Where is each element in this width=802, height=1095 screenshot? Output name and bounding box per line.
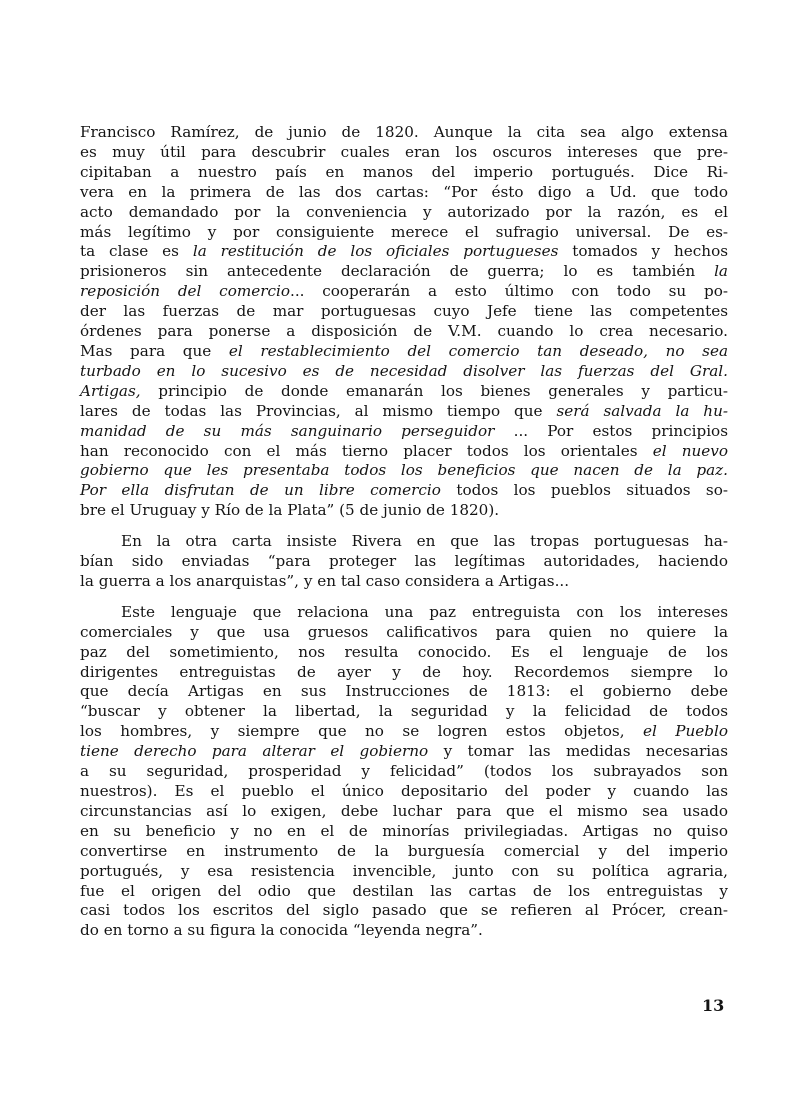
text-run: es muy útil para descubrir cuales eran los oscuros intereses que pre-: [80, 142, 728, 161]
text-run: circunstancias así lo exigen, debe luchar para que el mismo sea usado: [80, 801, 728, 820]
text-run: “buscar y obtener la libertad, la seguridad y la felicidad de todos: [80, 702, 728, 721]
text-line: [80, 822, 728, 842]
text-line: [80, 901, 728, 921]
text-run: der las fuerzas de mar portuguesas cuyo Jefe tiene las competentes: [80, 302, 728, 321]
text-line: [80, 442, 728, 462]
text-line: [80, 682, 728, 702]
italic-text: el nuevo: [652, 441, 728, 460]
text-run: a su seguridad, prosperidad y felicidad” (todos los subrayados son: [80, 762, 728, 781]
page-body: [80, 123, 728, 941]
text-run: bre el Uruguay y Río de la Plata” (5 de junio de 1820).: [80, 501, 500, 520]
text-run: prisioneros sin antecedente declaración de guerra; lo es también: [80, 262, 715, 281]
text-run: dirigentes entreguistas de ayer y de hoy. Recordemos siempre lo: [80, 662, 728, 681]
paragraph-3: [80, 603, 728, 941]
italic-text: gobierno que les presentaba todos los beneficios que nacen de la paz.: [80, 461, 728, 480]
italic-text: tiene derecho para alterar el gobierno: [80, 742, 429, 761]
text-run: lares de todas las Provincias, al mismo tiempo que: [80, 401, 557, 420]
text-line: [80, 223, 728, 243]
text-line: [80, 802, 728, 822]
italic-text: será salvada la hu-: [556, 401, 728, 420]
text-line: [80, 552, 728, 572]
text-line: [80, 842, 728, 862]
text-run: fue el origen del odio que destilan las cartas de los entreguistas y: [80, 881, 728, 900]
text-run: paz del sometimiento, nos resulta conocido. Es el lenguaje de los: [80, 642, 728, 661]
text-line: [80, 342, 728, 362]
italic-text: turbado en lo sucesivo es de necesidad disolver las fuerzas del Gral.: [80, 361, 728, 380]
text-line: [80, 643, 728, 663]
text-run: casi todos los escritos del siglo pasado que se refieren al Prócer, crean-: [80, 901, 728, 920]
text-line: [80, 461, 728, 481]
text-line: [80, 402, 728, 422]
text-run: convertirse en instrumento de la burguesía comercial y del imperio: [80, 841, 728, 860]
italic-text: manidad de su más sanguinario perseguidor: [80, 421, 495, 440]
text-line: [80, 382, 728, 402]
text-line: [80, 742, 728, 762]
text-run: Francisco Ramírez, de junio de 1820. Aunque la cita sea algo extensa: [80, 123, 728, 141]
text-line: [80, 481, 728, 501]
text-line: [80, 422, 728, 442]
text-line: [80, 203, 728, 223]
text-run: cipitaban a nuestro país en manos del imperio portugués. Dice Ri-: [80, 162, 728, 181]
text-line: [80, 362, 728, 382]
text-line: [80, 702, 728, 722]
text-run: Este lenguaje que relaciona una paz entreguista con los intereses: [121, 602, 728, 621]
text-run: ... cooperarán a esto último con todo su po-: [290, 282, 728, 301]
text-run: acto demandado por la conveniencia y autorizado por la razón, es el: [80, 202, 728, 221]
text-run: bían sido enviadas “para proteger las legítimas autoridades, haciendo: [80, 552, 728, 571]
italic-text: Por ella disfrutan de un libre comercio: [80, 481, 441, 500]
italic-text: la: [714, 262, 728, 281]
text-run: más legítimo y por consiguiente merece el sufragio universal. De es-: [80, 222, 728, 241]
text-run: órdenes para ponerse a disposición de V.M. cuando lo crea necesario.: [80, 322, 728, 341]
text-line: [80, 722, 728, 742]
text-line: [80, 183, 728, 203]
text-line: [80, 501, 728, 521]
text-run: En la otra carta insiste Rivera en que las tropas portuguesas ha-: [121, 532, 728, 551]
text-run: vera en la primera de las dos cartas: “Por ésto digo a Ud. que todo: [80, 182, 728, 201]
text-run: en su beneficio y no en el de minorías privilegiadas. Artigas no quiso: [80, 821, 728, 840]
text-run: principio de donde emanarán los bienes generales y particu-: [140, 381, 728, 400]
text-line: [80, 882, 728, 902]
text-line: [80, 623, 728, 643]
text-run: y tomar las medidas necesarias: [428, 742, 728, 761]
text-run: que decía Artigas en sus Instrucciones de 1813: el gobierno debe: [80, 682, 728, 701]
text-run: todos los pueblos situados so-: [440, 481, 728, 500]
text-run: ... Por estos principios: [494, 421, 728, 440]
text-run: Mas para que: [80, 341, 229, 360]
text-line: [80, 782, 728, 802]
italic-text: Artigas,: [80, 381, 141, 400]
text-run: portugués, y esa resistencia invencible, junto con su política agraria,: [80, 861, 728, 880]
text-line: [80, 322, 728, 342]
text-line: [80, 163, 728, 183]
text-line: [80, 532, 728, 552]
text-line: [80, 262, 728, 282]
text-run: comerciales y que usa gruesos calificativos para quien no quiere la: [80, 622, 728, 641]
page-number: 13: [702, 996, 725, 1015]
paragraph-2: [80, 532, 728, 592]
text-line: [80, 663, 728, 683]
text-line: [80, 572, 728, 592]
text-run: do en torno a su figura la conocida “leyenda negra”.: [80, 921, 483, 940]
text-run: tomados y hechos: [558, 242, 729, 261]
italic-text: el Pueblo: [642, 722, 728, 741]
text-line: [80, 242, 728, 262]
text-line: [80, 862, 728, 882]
text-run: la guerra a los anarquistas”, y en tal caso considera a Artigas...: [80, 571, 570, 590]
text-line: [80, 762, 728, 782]
italic-text: el restablecimiento del comercio tan deseado, no sea: [228, 341, 729, 360]
text-line: [80, 282, 728, 302]
text-run: nuestros). Es el pueblo el único depositario del poder y cuando las: [80, 782, 728, 800]
text-line: [80, 921, 728, 941]
text-run: han reconocido con el más tierno placer todos los orientales: [80, 441, 653, 460]
italic-text: la restitución de los oficiales portugueses: [192, 242, 559, 261]
text-run: los hombres, y siempre que no se logren estos objetos,: [80, 722, 643, 741]
text-line: [80, 143, 728, 163]
paragraph-1: [80, 123, 728, 521]
text-run: ta clase es: [80, 242, 193, 261]
italic-text: reposición del comercio: [80, 282, 290, 301]
text-line: [80, 603, 728, 623]
text-line: [80, 302, 728, 322]
text-line: [80, 123, 728, 143]
